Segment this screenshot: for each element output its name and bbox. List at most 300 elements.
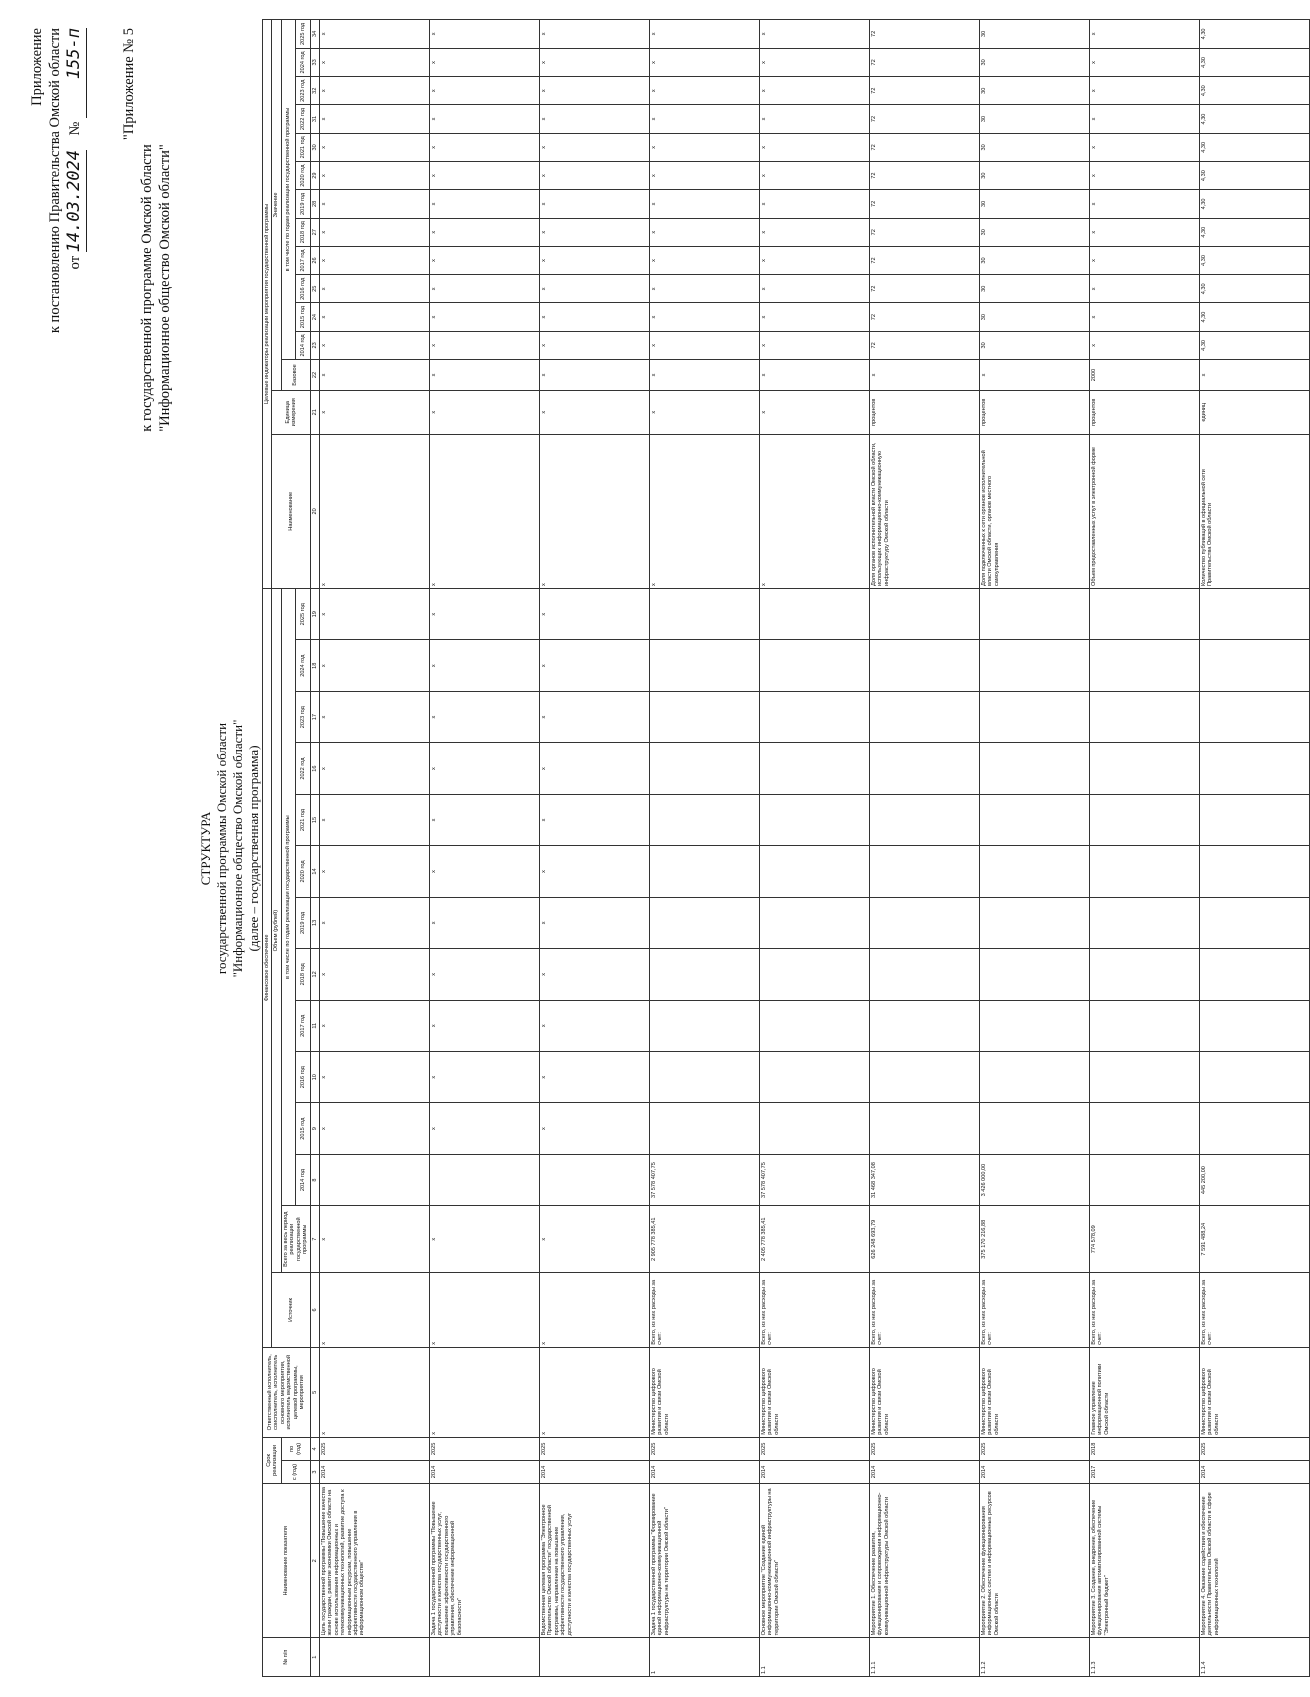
row-fin [869, 897, 979, 948]
fin-year: 2022 год [296, 743, 310, 794]
row-fin [869, 794, 979, 845]
row-val: х [1089, 303, 1199, 331]
row-val: х [429, 161, 539, 189]
row-unit: процентов [979, 390, 1089, 434]
row-source: х [319, 1273, 429, 1348]
fin-year: 2024 год [296, 640, 310, 691]
row-val: 30 [979, 77, 1089, 105]
row-fin: х [429, 640, 539, 691]
row-val: х [649, 190, 759, 218]
row-val: х [759, 218, 869, 246]
col-index: 9 [310, 1103, 319, 1154]
col-index: 19 [310, 588, 319, 640]
row-target-name: Объем предоставленных услуг в электронной форме [1089, 434, 1199, 588]
col-value: Значение [272, 20, 281, 391]
row-y2014 [429, 1154, 539, 1205]
row-target-name: Доля органов исполнительной власти Омской области, использующих информационно-коммуникационную инфраструктуру Омской области [869, 434, 979, 588]
row-fin [1199, 794, 1309, 845]
row-val: 72 [869, 20, 979, 49]
row-val: 72 [869, 218, 979, 246]
row-from: 2014 [429, 1460, 539, 1483]
row-source: Всего, из них расходы за счет: [759, 1273, 869, 1348]
col-index: 13 [310, 897, 319, 948]
table-row [539, 20, 649, 1677]
row-target-name: х [539, 434, 649, 588]
row-val: х [319, 133, 429, 161]
row-from: 2014 [869, 1460, 979, 1483]
col-term: Срок реализации [263, 1437, 282, 1483]
row-fin [1089, 1103, 1199, 1154]
row-fin [759, 743, 869, 794]
row-fin [1089, 588, 1199, 640]
row-fin [979, 691, 1089, 742]
row-val: х [539, 105, 649, 133]
row-unit: единиц [1199, 390, 1309, 434]
row-total: 2 905 778 385,41 [649, 1206, 759, 1273]
col-term-from: с (год) [281, 1460, 310, 1483]
row-from: 2014 [979, 1460, 1089, 1483]
row-val: 72 [869, 105, 979, 133]
row-total: 774 578,09 [1089, 1206, 1199, 1273]
row-fin [759, 846, 869, 897]
row-val: 30 [979, 275, 1089, 303]
row-val: х [539, 77, 649, 105]
row-val: х [319, 161, 429, 189]
row-unit: х [429, 390, 539, 434]
row-fin: х [319, 1000, 429, 1051]
row-name: Основное мероприятие "Создание единой информационно-коммуникационной инфраструктуры на территории Омской области" [759, 1484, 869, 1638]
row-fin: х [539, 897, 649, 948]
row-fin: х [319, 691, 429, 742]
resolution-date-line [64, 28, 86, 548]
row-y2014: 37 578 407,75 [649, 1154, 759, 1205]
col-index: 31 [310, 105, 319, 133]
row-val: х [1089, 161, 1199, 189]
col-volume: Объем (рублей) [272, 588, 281, 1272]
row-unit: процентов [1089, 390, 1199, 434]
row-name: Ведомственная целевая программа "Электронное Правительство Омской области" государственной программы, направленная на повышение эффективности государственного управления, доступности и качества государственных услуг [539, 1484, 649, 1638]
row-base: х [979, 360, 1089, 391]
row-fin: х [539, 949, 649, 1000]
appendix5-header [120, 28, 174, 548]
row-target-name: х [429, 434, 539, 588]
row-y2014: 445 200,00 [1199, 1154, 1309, 1205]
col-index: 2 [310, 1484, 319, 1638]
title-line4: (далее – государственная программа) [245, 745, 261, 952]
col-finance: Финансовое обеспечение [263, 588, 272, 1347]
row-fin [649, 1000, 759, 1051]
row-fin [979, 949, 1089, 1000]
row-val: х [649, 331, 759, 359]
row-target-name: х [319, 434, 429, 588]
structure-table [262, 19, 1310, 1677]
row-val: 4,30 [1199, 48, 1309, 76]
row-val: х [1089, 331, 1199, 359]
row-unit: процентов [869, 390, 979, 434]
row-fin: х [539, 846, 649, 897]
row-val: х [1089, 20, 1199, 49]
row-fin [649, 897, 759, 948]
row-to: 2025 [649, 1437, 759, 1460]
row-val: х [649, 161, 759, 189]
row-fin: х [319, 588, 429, 640]
document-title [198, 0, 261, 1697]
fin-year: 2018 год [296, 949, 310, 1000]
row-fin [1199, 640, 1309, 691]
fin-year: 2021 год [296, 794, 310, 845]
row-total: 7 591 488,24 [1199, 1206, 1309, 1273]
row-fin: х [539, 1103, 649, 1154]
row-val: 72 [869, 77, 979, 105]
row-base: х [1199, 360, 1309, 391]
col-index: 18 [310, 640, 319, 691]
row-y2014 [539, 1154, 649, 1205]
row-source: Всего, из них расходы за счет: [869, 1273, 979, 1348]
row-no: 1 [649, 1638, 759, 1677]
row-val: х [759, 77, 869, 105]
resolution-date: 14.03.2024 [64, 150, 86, 252]
ind-year: 2016 год [296, 275, 310, 303]
row-val: х [429, 275, 539, 303]
row-val: х [649, 303, 759, 331]
row-val: 72 [869, 331, 979, 359]
row-fin [979, 1000, 1089, 1051]
row-fin [759, 1051, 869, 1102]
row-fin [649, 1103, 759, 1154]
row-val: 30 [979, 303, 1089, 331]
row-val: х [759, 161, 869, 189]
col-index: 27 [310, 218, 319, 246]
row-fin: х [429, 1000, 539, 1051]
row-val: 72 [869, 303, 979, 331]
row-val: 4,30 [1199, 161, 1309, 189]
row-fin: х [539, 1051, 649, 1102]
table-row [429, 20, 539, 1677]
ind-year: 2017 год [296, 246, 310, 274]
col-target: Целевые индикаторы реализации мероприятия государственной программы [263, 20, 272, 589]
row-to: 2018 [1089, 1437, 1199, 1460]
row-fin [1089, 794, 1199, 845]
resolution-line: к постановлению Правительства Омской области [47, 28, 64, 334]
row-unit: х [539, 390, 649, 434]
row-fin: х [319, 1051, 429, 1102]
row-val: х [319, 48, 429, 76]
row-val: х [539, 246, 649, 274]
row-fin [979, 640, 1089, 691]
row-val: х [319, 275, 429, 303]
row-val: 4,30 [1199, 133, 1309, 161]
row-fin [979, 897, 1089, 948]
row-val: 4,30 [1199, 190, 1309, 218]
ind-year: 2018 год [296, 218, 310, 246]
row-executor: х [539, 1347, 649, 1437]
fin-year: 2023 год [296, 691, 310, 742]
row-val: х [429, 246, 539, 274]
row-fin [869, 743, 979, 794]
row-val: х [1089, 218, 1199, 246]
col-no: № п/п [263, 1638, 311, 1677]
col-index: 30 [310, 133, 319, 161]
col-index: 10 [310, 1051, 319, 1102]
row-y2014: 3 426 000,00 [979, 1154, 1089, 1205]
row-source: Всего, из них расходы за счет: [979, 1273, 1089, 1348]
row-val: х [1089, 190, 1199, 218]
row-fin [1199, 1103, 1309, 1154]
fin-year: 2014 год [296, 1154, 310, 1205]
row-val: х [319, 77, 429, 105]
row-fin [979, 846, 1089, 897]
row-fin [979, 1103, 1089, 1154]
row-no: 1.1.3 [1089, 1638, 1199, 1677]
row-val: х [649, 77, 759, 105]
row-fin [649, 1051, 759, 1102]
row-base: х [539, 360, 649, 391]
col-index: 32 [310, 77, 319, 105]
appendix-title: Приложение [29, 28, 45, 106]
row-base: х [869, 360, 979, 391]
row-name: Мероприятие 1. Обеспечение развития, функционирования и сопровождения информационно-коммуникационной инфраструктуры Омской области [869, 1484, 979, 1638]
row-fin: х [429, 1051, 539, 1102]
row-val: х [649, 218, 759, 246]
row-total: х [429, 1206, 539, 1273]
row-no [539, 1638, 649, 1677]
row-fin [649, 846, 759, 897]
row-val: х [1089, 275, 1199, 303]
row-fin: х [539, 640, 649, 691]
row-base: х [759, 360, 869, 391]
date-prefix: от [67, 255, 84, 270]
col-index: 24 [310, 303, 319, 331]
fin-year: 2015 год [296, 1103, 310, 1154]
row-total: х [319, 1206, 429, 1273]
row-to: 2025 [539, 1437, 649, 1460]
row-val: х [539, 331, 649, 359]
ind-year: 2021 год [296, 133, 310, 161]
row-fin [869, 640, 979, 691]
row-val: х [429, 48, 539, 76]
number-prefix: № [67, 121, 84, 136]
row-val: 72 [869, 133, 979, 161]
row-val: 30 [979, 190, 1089, 218]
row-fin [869, 588, 979, 640]
col-index: 21 [310, 390, 319, 434]
table-row [319, 20, 429, 1677]
row-target-name: Количество публикаций в официальной сети Правительства Омской области [1199, 434, 1309, 588]
row-val: 4,30 [1199, 275, 1309, 303]
fin-year: 2025 год [296, 588, 310, 640]
row-fin [1089, 1000, 1199, 1051]
row-val: 30 [979, 20, 1089, 49]
row-fin [869, 846, 979, 897]
row-fin [649, 691, 759, 742]
row-fin: х [429, 897, 539, 948]
col-index: 8 [310, 1154, 319, 1205]
row-fin [1199, 588, 1309, 640]
row-fin [649, 949, 759, 1000]
row-val: 72 [869, 190, 979, 218]
row-source: Всего, из них расходы за счет: [649, 1273, 759, 1348]
row-val: х [319, 303, 429, 331]
row-val: х [649, 48, 759, 76]
row-fin: х [429, 588, 539, 640]
row-val: х [759, 48, 869, 76]
table-row [649, 20, 759, 1677]
row-fin [1199, 743, 1309, 794]
row-fin [759, 1103, 869, 1154]
row-val: х [539, 275, 649, 303]
ind-year: 2014 год [296, 331, 310, 359]
row-y2014 [319, 1154, 429, 1205]
row-val: х [1089, 48, 1199, 76]
col-index: 1 [310, 1638, 319, 1677]
row-val: х [429, 190, 539, 218]
row-name: Задача 1 государственной программы "Повышение доступности и качества государственных услуг, повышение эффективности государственного управления, обеспечение информационной безопасности" [429, 1484, 539, 1638]
row-fin: х [539, 1000, 649, 1051]
row-fin [869, 691, 979, 742]
row-fin: х [429, 691, 539, 742]
row-val: х [759, 246, 869, 274]
table-row [979, 20, 1089, 1677]
row-fin: х [429, 794, 539, 845]
row-val: х [429, 331, 539, 359]
row-executor: Министерство цифрового развития и связи Омской области [649, 1347, 759, 1437]
row-to: 2025 [759, 1437, 869, 1460]
ind-year: 2022 год [296, 105, 310, 133]
col-index: 29 [310, 161, 319, 189]
col-target-name: Наименование [272, 434, 310, 588]
row-fin [1089, 691, 1199, 742]
row-unit: х [759, 390, 869, 434]
row-source: х [429, 1273, 539, 1348]
ind-year: 2024 год [296, 48, 310, 76]
row-name: Мероприятие 3. Создание, внедрение, обеспечение функционирования автоматизированной системы "Электронный бюджет" [1089, 1484, 1199, 1638]
row-val: х [759, 20, 869, 49]
row-fin [1199, 691, 1309, 742]
row-fin [759, 691, 869, 742]
row-executor: Министерство цифрового развития и связи Омской области [1199, 1347, 1309, 1437]
row-fin [1089, 949, 1199, 1000]
row-fin [869, 1103, 979, 1154]
row-fin: х [319, 794, 429, 845]
row-total: 626 248 693,79 [869, 1206, 979, 1273]
row-name: Мероприятие 4. Оказание содействия и обеспечение деятельности Правительства Омской области в сфере информационных технологий [1199, 1484, 1309, 1638]
fin-year: 2016 год [296, 1051, 310, 1102]
col-index: 15 [310, 794, 319, 845]
row-val: 4,30 [1199, 20, 1309, 49]
row-val: х [319, 218, 429, 246]
row-fin [979, 588, 1089, 640]
row-val: х [429, 77, 539, 105]
row-val: х [759, 190, 869, 218]
row-y2014: 31 468 347,08 [869, 1154, 979, 1205]
row-y2014 [1089, 1154, 1199, 1205]
row-fin [1089, 743, 1199, 794]
resolution-header [28, 28, 87, 548]
row-fin: х [429, 949, 539, 1000]
col-index: 3 [310, 1460, 319, 1483]
row-executor: х [429, 1347, 539, 1437]
row-from: 2014 [319, 1460, 429, 1483]
row-base: х [319, 360, 429, 391]
row-val: 30 [979, 105, 1089, 133]
appendix5-line1: к государственной программе Омской области [139, 144, 156, 432]
row-val: х [649, 133, 759, 161]
row-fin: х [429, 846, 539, 897]
col-index: 12 [310, 949, 319, 1000]
row-total: х [539, 1206, 649, 1273]
row-from: 2017 [1089, 1460, 1199, 1483]
row-base: х [429, 360, 539, 391]
row-name: Задача 1 государственной программы "Формирование единой информационно-коммуникационной инфраструктуры на территории Омской области" [649, 1484, 759, 1638]
col-index: 14 [310, 846, 319, 897]
row-val: х [539, 20, 649, 49]
row-val: х [1089, 133, 1199, 161]
row-val: х [319, 105, 429, 133]
row-val: х [319, 246, 429, 274]
row-fin [649, 640, 759, 691]
row-val: х [429, 20, 539, 49]
row-fin [979, 1051, 1089, 1102]
column-index-row [310, 20, 319, 1677]
row-val: х [1089, 77, 1199, 105]
table-body [319, 20, 1309, 1677]
row-val: 4,30 [1199, 218, 1309, 246]
col-index: 22 [310, 360, 319, 391]
row-fin: х [429, 743, 539, 794]
ind-year: 2025 год [296, 20, 310, 49]
row-val: 30 [979, 161, 1089, 189]
row-val: х [539, 161, 649, 189]
row-total: 375 170 216,88 [979, 1206, 1089, 1273]
title-line2: государственной программы Омской области [213, 722, 229, 975]
row-val: х [429, 133, 539, 161]
row-fin: х [539, 691, 649, 742]
col-index: 33 [310, 48, 319, 76]
resolution-number: 155-п [64, 28, 86, 118]
ind-year: 2015 год [296, 303, 310, 331]
row-executor: Министерство цифрового развития и связи Омской области [759, 1347, 869, 1437]
row-val: х [649, 105, 759, 133]
row-val: х [759, 275, 869, 303]
col-index: 6 [310, 1273, 319, 1348]
row-val: 72 [869, 275, 979, 303]
row-executor: Министерство цифрового развития и связи Омской области [979, 1347, 1089, 1437]
row-fin [1199, 1051, 1309, 1102]
row-val: х [319, 331, 429, 359]
row-from: 2014 [539, 1460, 649, 1483]
row-no: 1.1.4 [1199, 1638, 1309, 1677]
appendix5-title: "Приложение № 5 [121, 28, 137, 141]
col-index: 20 [310, 434, 319, 588]
row-y2014: 37 578 407,75 [759, 1154, 869, 1205]
row-val: х [319, 20, 429, 49]
row-executor: х [319, 1347, 429, 1437]
row-fin: х [429, 1103, 539, 1154]
row-base: 2000 [1089, 360, 1199, 391]
row-val: х [539, 303, 649, 331]
row-fin [1089, 897, 1199, 948]
row-name: Мероприятие 2. Обеспечение функционирования информационных систем и информационных ресурсов Омской области [979, 1484, 1089, 1638]
row-val: х [1089, 105, 1199, 133]
appendix5-line2: "Информационное общество Омской области" [157, 144, 174, 432]
row-val: 72 [869, 48, 979, 76]
title-line1: СТРУКТУРА [198, 811, 213, 886]
row-fin [1089, 846, 1199, 897]
row-fin [1199, 846, 1309, 897]
row-fin [979, 794, 1089, 845]
row-to: 2025 [979, 1437, 1089, 1460]
row-val: х [1089, 246, 1199, 274]
